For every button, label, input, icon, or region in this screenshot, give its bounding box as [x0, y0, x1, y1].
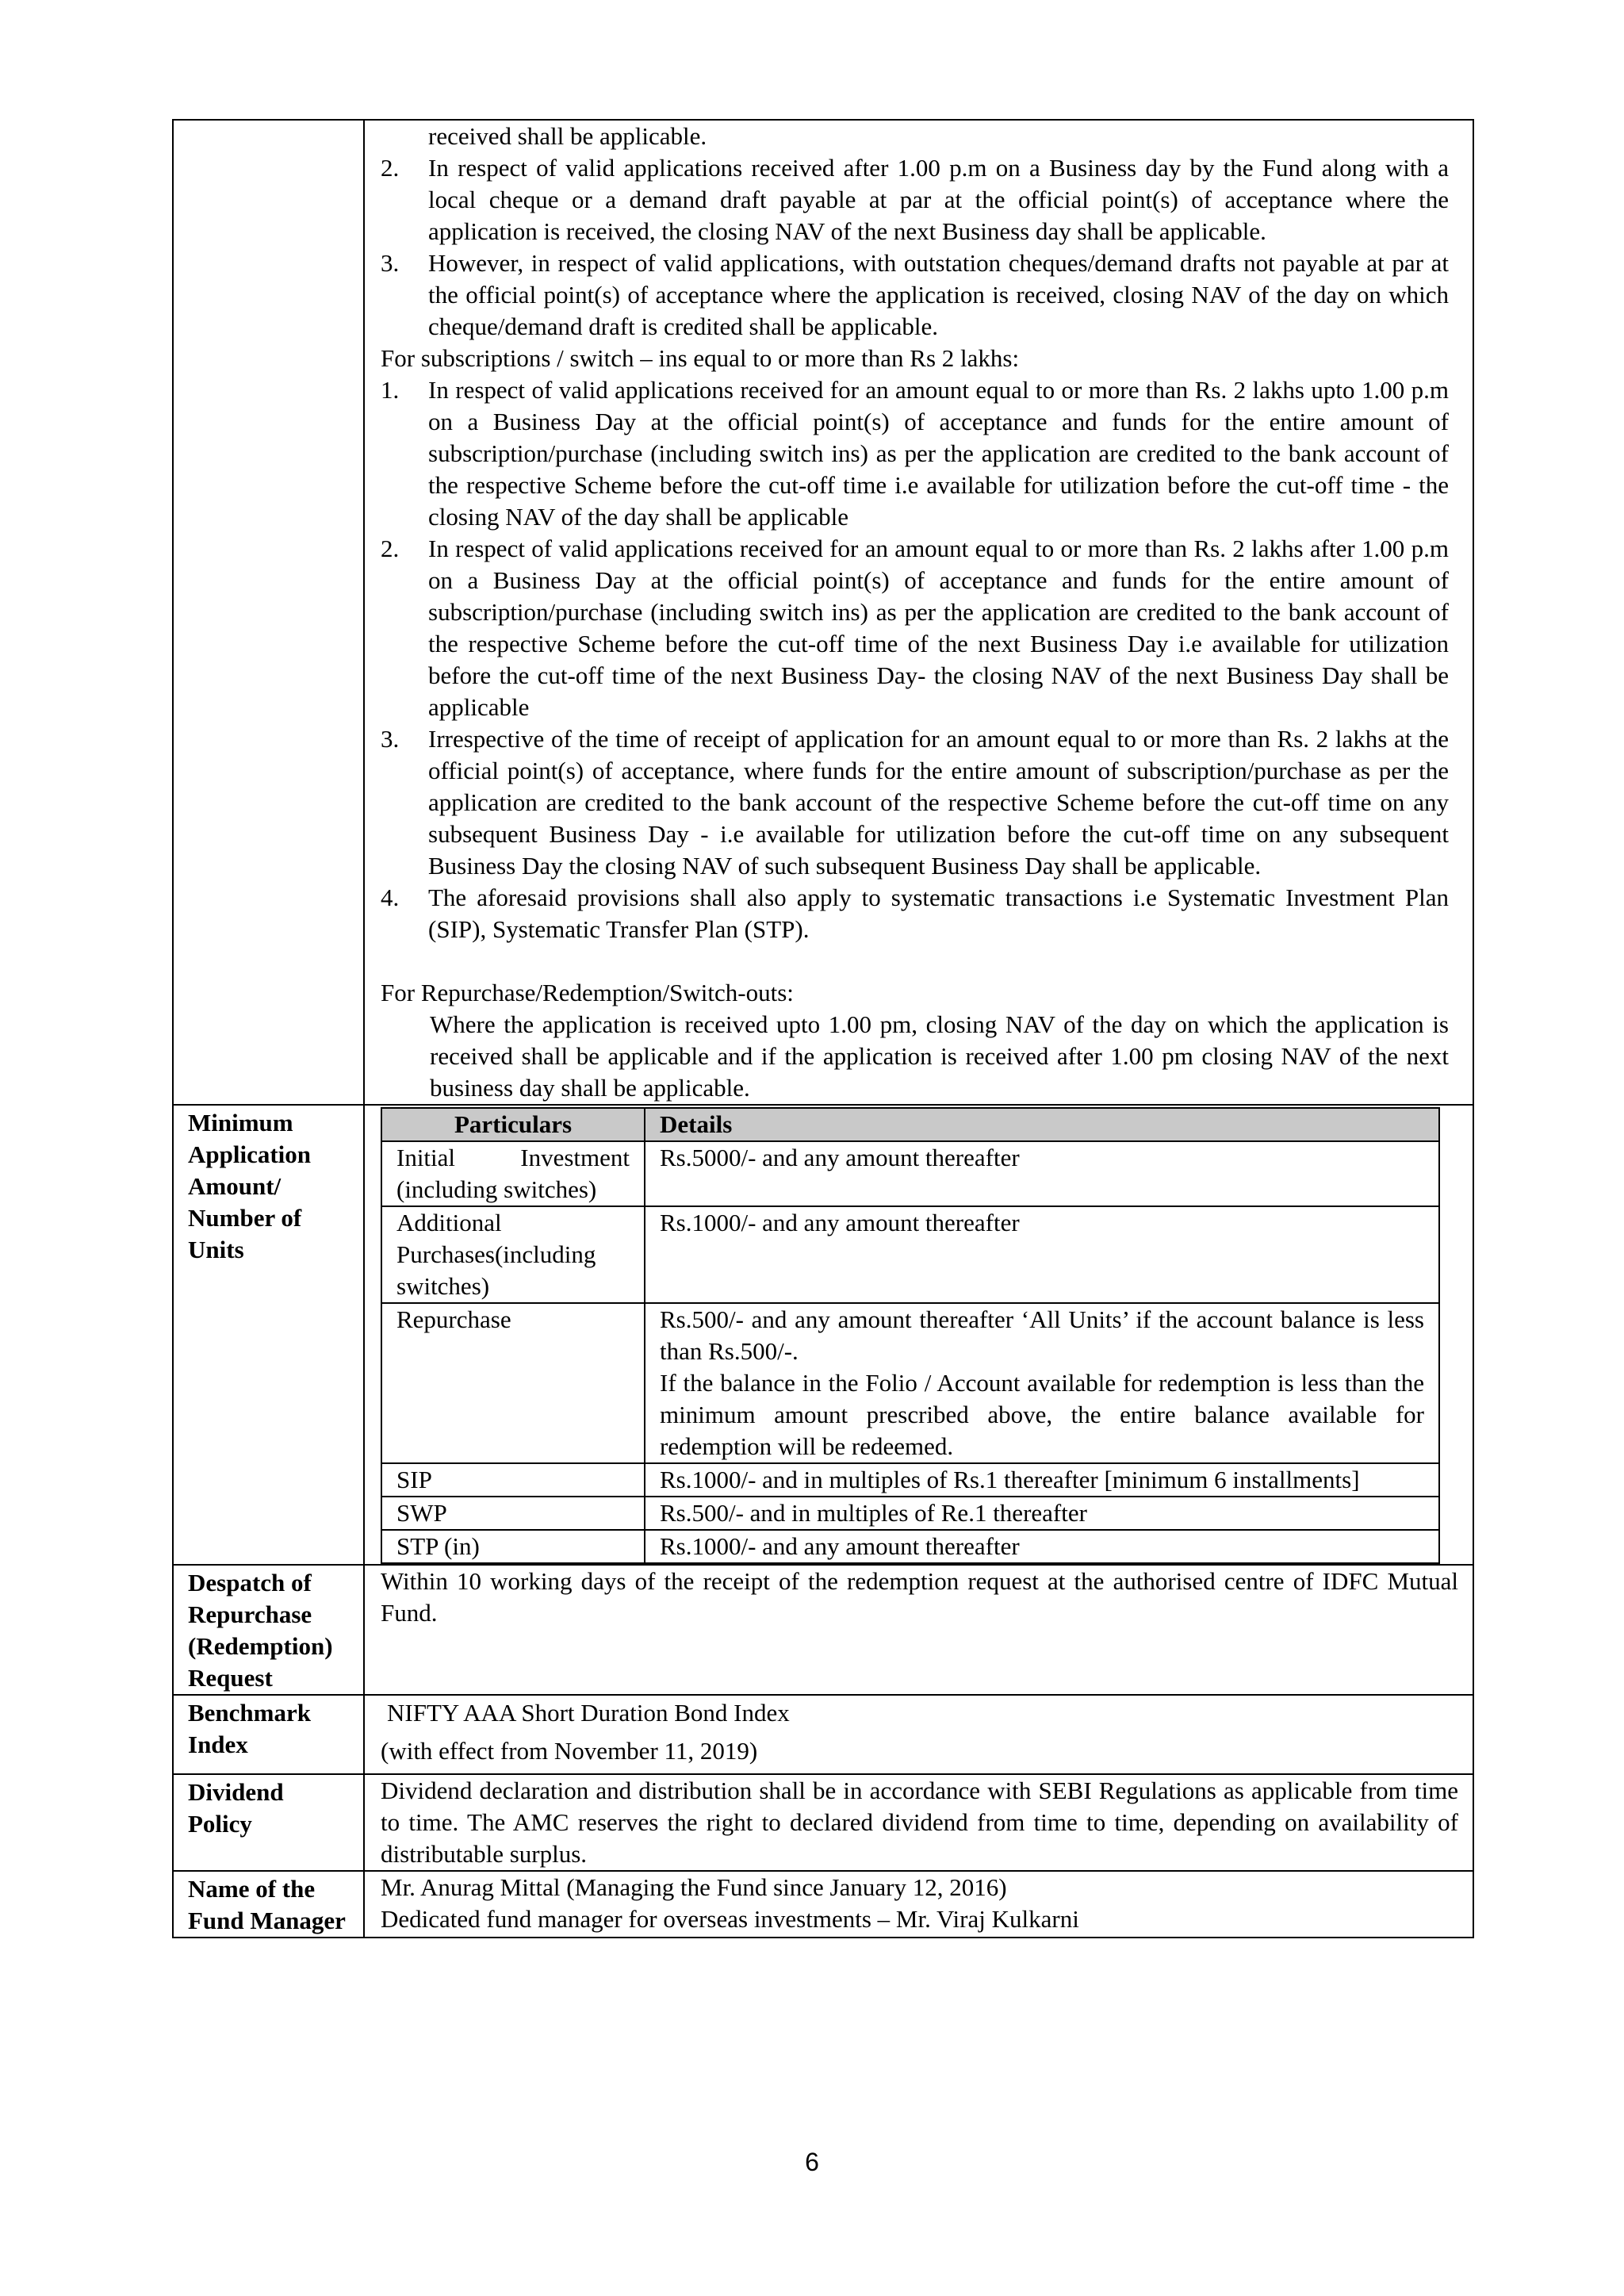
details-text: Rs.1000/- and any amount thereafter [660, 1209, 1020, 1236]
particular-cell: Initial Investment (including switches) [381, 1141, 645, 1206]
list-item-number: 3. [381, 725, 400, 753]
list-item [381, 882, 1458, 945]
despatch-row [173, 1565, 1473, 1695]
details-cell [645, 1206, 1439, 1303]
fund-manager-label: Name of the Fund Manager [173, 1871, 364, 1938]
dividend-content [364, 1774, 1473, 1871]
particular-cell: STP (in) [381, 1530, 645, 1563]
details-cell [645, 1303, 1439, 1463]
list-item-number: 3. [381, 249, 400, 277]
benchmark-row [173, 1695, 1473, 1774]
details-cell [645, 1463, 1439, 1497]
list-item [381, 152, 1458, 247]
list-item-number: 4. [381, 884, 400, 911]
repurchase-heading: For Repurchase/Redemption/Switch-outs: [381, 979, 794, 1006]
details-cell [645, 1497, 1439, 1530]
list-item [381, 247, 1458, 343]
particular-cell: Repurchase [381, 1303, 645, 1463]
list-item-number: 2. [381, 535, 400, 562]
list-item-text: In respect of valid applications received for an amount equal to or more than Rs. 2 lakhs after 1.00 p.m on a Business Day at the official point(s) of acceptance and funds for the entire amount of subscription/purchase (including switch ins) as per the application are credited to the bank account of the respective Scheme before the cut-off time of the next Business Day i.e available for utilization before the cut-off time of the next Business Day- the closing NAV of the next Business Day shall be applicable [428, 535, 1449, 721]
fund-manager-line2: Dedicated fund manager for overseas investments – Mr. Viraj Kulkarni [381, 1905, 1079, 1933]
particular-cell: Additional Purchases(including switches) [381, 1206, 645, 1303]
repurchase-text: Where the application is received upto 1.00 pm, closing NAV of the day on which the application is received shall be applicable and if the application is received after 1.00 pm closing NAV of the next business day shall be applicable. [430, 1010, 1449, 1102]
particular-cell: SWP [381, 1497, 645, 1530]
list-item [381, 723, 1458, 882]
nav-list-a [381, 152, 1458, 343]
nav-applicability-content [364, 120, 1473, 1105]
details-text: Rs.1000/- and any amount thereafter [660, 1532, 1020, 1560]
continued-line: received shall be applicable. [428, 122, 707, 150]
details-cell [645, 1530, 1439, 1563]
details-text: Rs.500/- and in multiples of Re.1 thereafter [660, 1499, 1087, 1527]
min-table-row [381, 1463, 1439, 1497]
details-header: Details [645, 1108, 1439, 1141]
nav-list-b [381, 374, 1458, 945]
list-item-text: However, in respect of valid applications, with outstation cheques/demand drafts not payable at par at the official point(s) of acceptance where the application is received, closing NAV of the day on which cheque/demand draft is credited shall be applicable. [428, 249, 1449, 340]
despatch-content [364, 1565, 1473, 1695]
scheme-info-table [172, 119, 1474, 1938]
details-text: Rs.1000/- and in multiples of Rs.1 thereafter [minimum 6 installments] [660, 1466, 1360, 1493]
benchmark-content [364, 1695, 1473, 1774]
benchmark-effective: (with effect from November 11, 2019) [381, 1737, 758, 1765]
fund-manager-row [173, 1871, 1473, 1938]
list-item-number: 1. [381, 376, 400, 404]
list-item-text: In respect of valid applications received for an amount equal to or more than Rs. 2 lakhs upto 1.00 p.m on a Business Day at the official point(s) of acceptance and funds for the entire amount of subscription/purchase (including switch ins) as per the application are credited to the bank account of the respective Scheme before the cut-off time i.e available for utilization before the cut-off time - the closing NAV of the day shall be applicable [428, 376, 1449, 531]
min-application-row [173, 1105, 1473, 1565]
list-item-text: Irrespective of the time of receipt of application for an amount equal to or more than Rs. 2 lakhs at the official point(s) of acceptance, where funds for the entire amount of subscription/purchase as per the application are credited to the bank account of the respective Scheme before the cut-off time on any subsequent Business Day - i.e available for utilization before the cut-off time on any subsequent Business Day the closing NAV of such subsequent Business Day shall be applicable. [428, 725, 1449, 880]
despatch-label: Despatch of Repurchase (Redemption) Request [173, 1565, 364, 1695]
list-item [381, 533, 1458, 723]
nav-applicability-row [173, 120, 1473, 1105]
details-text: Rs.5000/- and any amount thereafter [660, 1144, 1020, 1171]
min-table-row [381, 1530, 1439, 1563]
benchmark-name: NIFTY AAA Short Duration Bond Index [387, 1699, 790, 1727]
empty-label-cell [173, 120, 364, 1105]
subscription-heading: For subscriptions / switch – ins equal to or more than Rs 2 lakhs: [381, 344, 1020, 372]
min-application-table [381, 1107, 1440, 1564]
dividend-text: Dividend declaration and distribution shall be in accordance with SEBI Regulations as applicable from time to time. The AMC reserves the right to declared dividend from time to time, depending on availability of distributable surplus. [381, 1777, 1458, 1868]
list-item-text: In respect of valid applications received after 1.00 p.m on a Business day by the Fund along with a local cheque or a demand draft payable at par at the official point(s) of acceptance where the application is received, the closing NAV of the next Business day shall be applicable. [428, 154, 1449, 245]
min-table-header [381, 1108, 1439, 1141]
particular-cell: SIP [381, 1463, 645, 1497]
details-cell [645, 1141, 1439, 1206]
min-table-row [381, 1303, 1439, 1463]
dividend-row [173, 1774, 1473, 1871]
particulars-header: Particulars [381, 1108, 645, 1141]
benchmark-label: Benchmark Index [173, 1695, 364, 1774]
fund-manager-content [364, 1871, 1473, 1938]
details-text: Rs.500/- and any amount thereafter ‘All Units’ if the account balance is less than Rs.500/-. [660, 1305, 1424, 1365]
details-text: If the balance in the Folio / Account available for redemption is less than the minimum amount prescribed above, the entire balance available for redemption will be redeemed. [660, 1369, 1424, 1460]
despatch-text: Within 10 working days of the receipt of the redemption request at the authorised centre of IDFC Mutual Fund. [381, 1567, 1458, 1627]
list-item [381, 374, 1458, 533]
page-number: 6 [805, 2148, 819, 2176]
min-table-row [381, 1141, 1439, 1206]
list-item-number: 2. [381, 154, 400, 182]
fund-manager-line1: Mr. Anurag Mittal (Managing the Fund since January 12, 2016) [381, 1873, 1007, 1901]
min-table-row [381, 1206, 1439, 1303]
list-item-text: The aforesaid provisions shall also apply to systematic transactions i.e Systematic Investment Plan (SIP), Systematic Transfer Plan (STP). [428, 884, 1449, 943]
min-application-label: Minimum Application Amount/ Number of Units [173, 1105, 364, 1565]
min-application-content [364, 1105, 1473, 1565]
min-table-row [381, 1497, 1439, 1530]
dividend-label: Dividend Policy [173, 1774, 364, 1871]
